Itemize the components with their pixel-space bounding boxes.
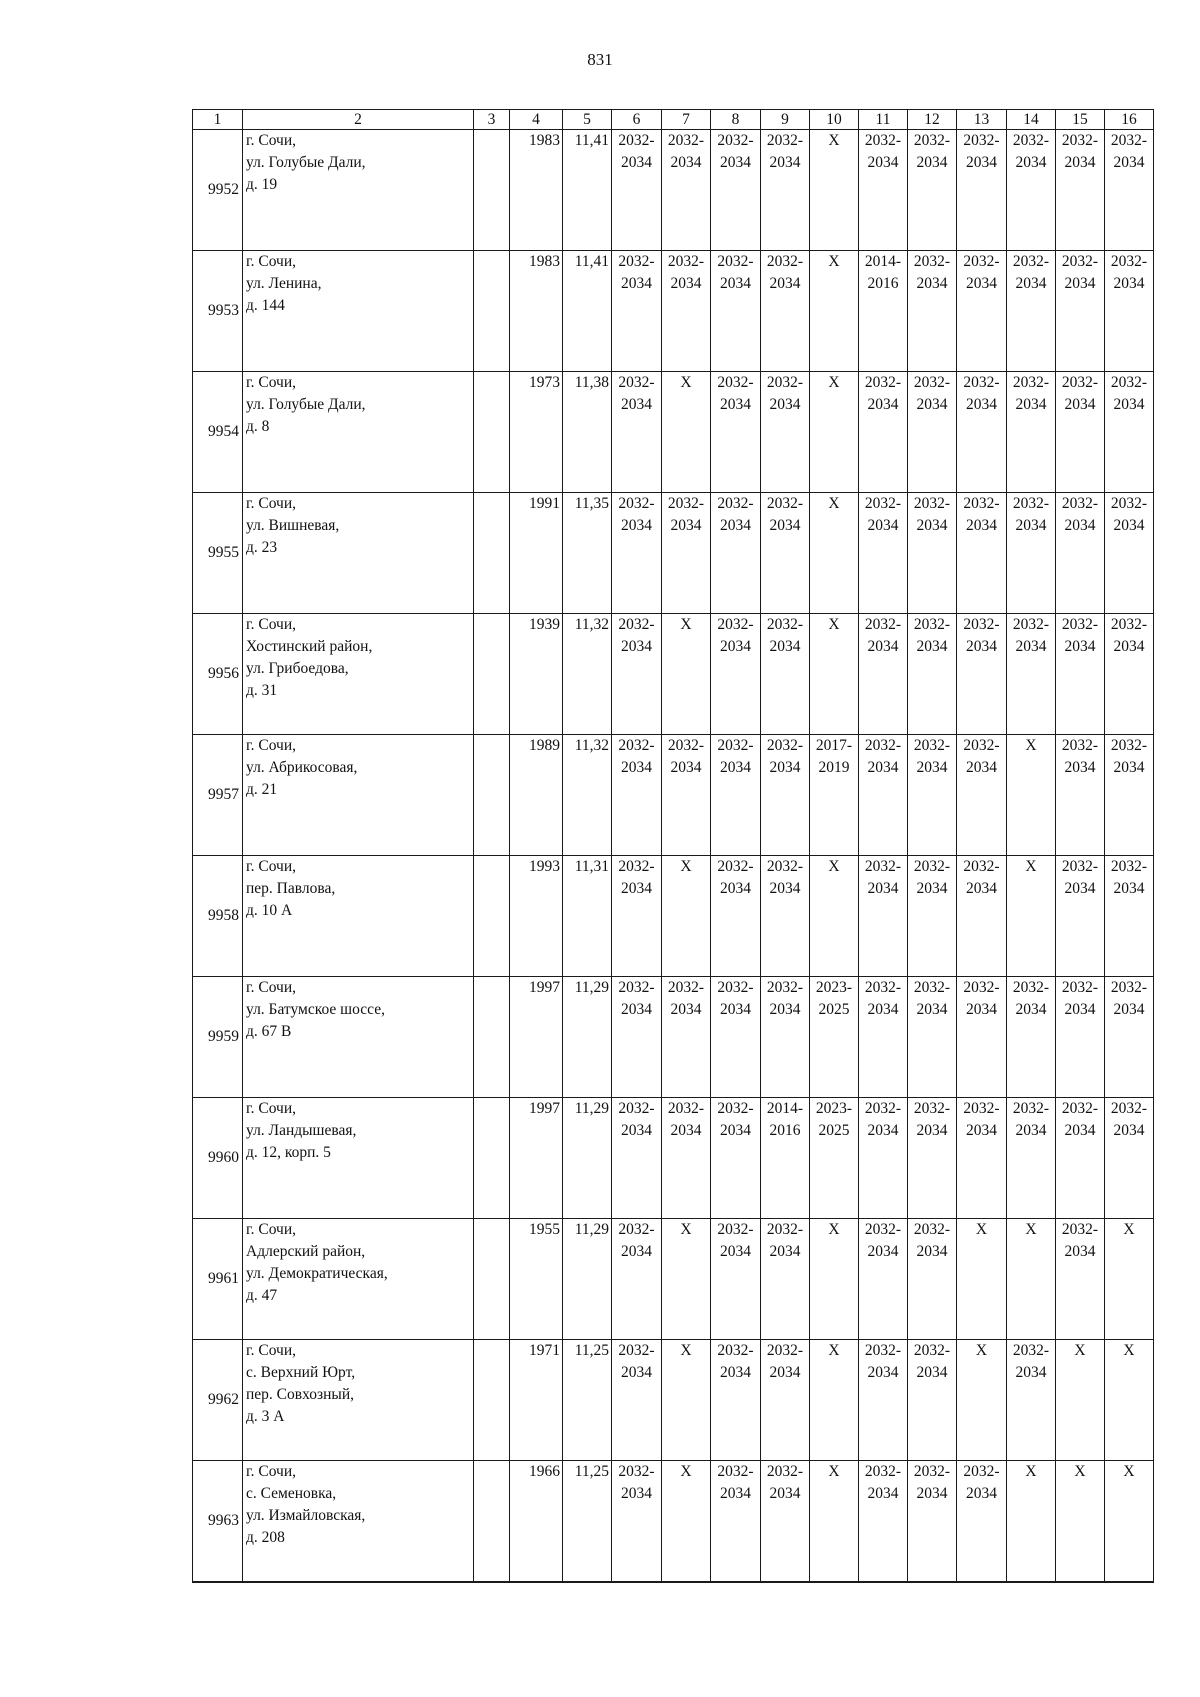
period-cell: Х — [810, 493, 859, 614]
period-cell: Х — [662, 1219, 711, 1340]
period-cell: 2032- 2034 — [761, 130, 810, 251]
period-cell: 2032- 2034 — [957, 493, 1007, 614]
address-line: д. 21 — [246, 781, 278, 798]
record-number-cell: 9955 — [193, 493, 243, 614]
period-cell: 2032- 2034 — [908, 251, 957, 372]
period-cell: 2032- 2034 — [761, 493, 810, 614]
period-cell: 2014- 2016 — [761, 1098, 810, 1219]
table-row — [193, 1219, 1154, 1340]
table-row — [193, 977, 1154, 1098]
column-number-header: 2 — [243, 110, 474, 130]
period-cell: Х — [1007, 1461, 1056, 1582]
address-line: ул. Голубые Дали, — [246, 154, 366, 171]
period-cell: 2032- 2034 — [1056, 614, 1105, 735]
period-cell: 2014- 2016 — [859, 251, 908, 372]
period-cell: 2032- 2034 — [1056, 735, 1105, 856]
period-cell: 2032- 2034 — [612, 1098, 662, 1219]
period-cell: 2032- 2034 — [711, 1340, 761, 1461]
address-cell — [243, 493, 474, 614]
period-cell: 2032- 2034 — [1105, 1098, 1154, 1219]
column-number-header: 11 — [859, 110, 908, 130]
period-cell: 2032- 2034 — [859, 977, 908, 1098]
column-number-header: 16 — [1105, 110, 1154, 130]
period-cell: 2032- 2034 — [1007, 977, 1056, 1098]
period-cell: 2032- 2034 — [1056, 372, 1105, 493]
period-cell: 2032- 2034 — [908, 372, 957, 493]
period-cell: 2032- 2034 — [957, 977, 1007, 1098]
address-cell — [243, 251, 474, 372]
period-cell: 2032- 2034 — [1056, 977, 1105, 1098]
empty-cell — [474, 251, 510, 372]
column-number-header: 3 — [474, 110, 510, 130]
year-cell: 1993 — [510, 856, 563, 977]
period-cell: 2032- 2034 — [1007, 1340, 1056, 1461]
empty-cell — [474, 735, 510, 856]
year-cell: 1955 — [510, 1219, 563, 1340]
record-number-cell: 9956 — [193, 614, 243, 735]
period-cell: Х — [662, 372, 711, 493]
address-line: д. 3 А — [246, 1408, 285, 1425]
period-cell: 2032- 2034 — [908, 1340, 957, 1461]
record-number-cell: 9954 — [193, 372, 243, 493]
address-line: г. Сочи, — [246, 495, 297, 512]
period-cell: 2032- 2034 — [859, 1340, 908, 1461]
period-cell: 2032- 2034 — [957, 130, 1007, 251]
empty-cell — [474, 372, 510, 493]
period-cell: Х — [1007, 735, 1056, 856]
period-cell: 2032- 2034 — [859, 493, 908, 614]
year-cell: 1991 — [510, 493, 563, 614]
period-cell: 2032- 2034 — [859, 1098, 908, 1219]
period-cell: Х — [957, 1219, 1007, 1340]
year-cell: 1939 — [510, 614, 563, 735]
period-cell: 2032- 2034 — [908, 1461, 957, 1582]
empty-cell — [474, 977, 510, 1098]
record-number-cell: 9962 — [193, 1340, 243, 1461]
period-cell: 2032- 2034 — [1007, 493, 1056, 614]
address-line: д. 23 — [246, 539, 278, 556]
period-cell: 2032- 2034 — [908, 1219, 957, 1340]
period-cell: 2032- 2034 — [711, 1219, 761, 1340]
period-cell: 2032- 2034 — [859, 130, 908, 251]
column-number-header: 4 — [510, 110, 563, 130]
period-cell: 2032- 2034 — [1007, 372, 1056, 493]
period-cell: 2032- 2034 — [662, 1098, 711, 1219]
address-line: г. Сочи, — [246, 979, 297, 996]
column-number-header: 8 — [711, 110, 761, 130]
period-cell: 2032- 2034 — [957, 614, 1007, 735]
value-cell: 11,38 — [563, 372, 612, 493]
period-cell: 2032- 2034 — [662, 251, 711, 372]
empty-cell — [474, 493, 510, 614]
address-line: Адлерский район, — [246, 1243, 366, 1260]
period-cell: 2032- 2034 — [711, 614, 761, 735]
table-row — [193, 1098, 1154, 1219]
period-cell: Х — [810, 251, 859, 372]
address-line: г. Сочи, — [246, 1463, 297, 1480]
address-cell — [243, 1219, 474, 1340]
period-cell: 2032- 2034 — [711, 493, 761, 614]
period-cell: 2032- 2034 — [761, 1461, 810, 1582]
record-number-cell: 9958 — [193, 856, 243, 977]
address-line: пер. Совхозный, — [246, 1386, 354, 1403]
address-line: г. Сочи, — [246, 374, 297, 391]
address-line: д. 12, корп. 5 — [246, 1144, 331, 1161]
address-line: ул. Грибоедова, — [246, 660, 349, 677]
column-number-header: 9 — [761, 110, 810, 130]
year-cell: 1989 — [510, 735, 563, 856]
period-cell: 2032- 2034 — [761, 614, 810, 735]
record-number-cell: 9952 — [193, 130, 243, 251]
period-cell: 2032- 2034 — [662, 493, 711, 614]
period-cell: 2032- 2034 — [1105, 251, 1154, 372]
period-cell: 2032- 2034 — [711, 1098, 761, 1219]
period-cell: 2032- 2034 — [1007, 251, 1056, 372]
column-number-header: 13 — [957, 110, 1007, 130]
year-cell: 1973 — [510, 372, 563, 493]
record-number-cell: 9961 — [193, 1219, 243, 1340]
address-line: г. Сочи, — [246, 132, 297, 149]
period-cell: 2032- 2034 — [761, 372, 810, 493]
address-line: с. Семеновка, — [246, 1485, 337, 1502]
address-line: г. Сочи, — [246, 616, 297, 633]
period-cell: 2032- 2034 — [711, 372, 761, 493]
period-cell: 2032- 2034 — [908, 977, 957, 1098]
period-cell: 2032- 2034 — [711, 856, 761, 977]
year-cell: 1966 — [510, 1461, 563, 1582]
address-line: ул. Голубые Дали, — [246, 396, 366, 413]
address-line: г. Сочи, — [246, 737, 297, 754]
year-cell: 1983 — [510, 130, 563, 251]
period-cell: 2032- 2034 — [612, 372, 662, 493]
period-cell: 2032- 2034 — [1105, 130, 1154, 251]
table-row — [193, 614, 1154, 735]
period-cell: 2032- 2034 — [612, 856, 662, 977]
value-cell: 11,31 — [563, 856, 612, 977]
value-cell: 11,29 — [563, 1219, 612, 1340]
period-cell: 2032- 2034 — [761, 735, 810, 856]
period-cell: Х — [810, 1340, 859, 1461]
address-line: д. 10 А — [246, 902, 293, 919]
period-cell: 2032- 2034 — [1056, 856, 1105, 977]
record-number-cell: 9959 — [193, 977, 243, 1098]
period-cell: 2032- 2034 — [1056, 130, 1105, 251]
address-line: ул. Вишневая, — [246, 517, 340, 534]
address-line: ул. Абрикосовая, — [246, 759, 358, 776]
record-number-cell: 9957 — [193, 735, 243, 856]
period-cell: 2032- 2034 — [761, 1219, 810, 1340]
value-cell: 11,41 — [563, 251, 612, 372]
address-line: Хостинский район, — [246, 638, 373, 655]
period-cell: Х — [1056, 1461, 1105, 1582]
period-cell: 2032- 2034 — [711, 1461, 761, 1582]
period-cell: Х — [1105, 1340, 1154, 1461]
address-line: ул. Ландышевая, — [246, 1122, 357, 1139]
year-cell: 1997 — [510, 977, 563, 1098]
period-cell: 2032- 2034 — [612, 614, 662, 735]
empty-cell — [474, 1098, 510, 1219]
table-row — [193, 735, 1154, 856]
table-row — [193, 1461, 1154, 1582]
period-cell: 2032- 2034 — [859, 856, 908, 977]
period-cell: 2032- 2034 — [957, 251, 1007, 372]
period-cell: 2032- 2034 — [662, 130, 711, 251]
period-cell: 2032- 2034 — [908, 614, 957, 735]
period-cell: 2032- 2034 — [1105, 372, 1154, 493]
address-line: ул. Ленина, — [246, 275, 322, 292]
address-cell — [243, 977, 474, 1098]
period-cell: 2032- 2034 — [957, 1098, 1007, 1219]
column-number-header: 15 — [1056, 110, 1105, 130]
period-cell: 2032- 2034 — [612, 977, 662, 1098]
period-cell: 2032- 2034 — [1056, 493, 1105, 614]
period-cell: 2032- 2034 — [1105, 614, 1154, 735]
period-cell: 2017- 2019 — [810, 735, 859, 856]
period-cell: Х — [662, 1340, 711, 1461]
period-cell: Х — [1105, 1461, 1154, 1582]
empty-cell — [474, 614, 510, 735]
period-cell: 2032- 2034 — [957, 856, 1007, 977]
column-number-header: 7 — [662, 110, 711, 130]
address-line: г. Сочи, — [246, 1342, 297, 1359]
period-cell: 2032- 2034 — [957, 1461, 1007, 1582]
column-number-header: 12 — [908, 110, 957, 130]
value-cell: 11,29 — [563, 977, 612, 1098]
table-row — [193, 130, 1154, 251]
address-line: д. 208 — [246, 1529, 285, 1546]
period-cell: Х — [810, 372, 859, 493]
address-line: д. 144 — [246, 297, 285, 314]
column-number-header: 1 — [193, 110, 243, 130]
period-cell: 2032- 2034 — [1105, 977, 1154, 1098]
period-cell: 2032- 2034 — [662, 735, 711, 856]
address-cell — [243, 856, 474, 977]
column-number-header: 5 — [563, 110, 612, 130]
value-cell: 11,25 — [563, 1461, 612, 1582]
period-cell: 2032- 2034 — [908, 735, 957, 856]
period-cell: Х — [810, 1219, 859, 1340]
period-cell: 2032- 2034 — [859, 1219, 908, 1340]
period-cell: 2032- 2034 — [859, 614, 908, 735]
period-cell: Х — [810, 614, 859, 735]
address-cell — [243, 130, 474, 251]
period-cell: 2032- 2034 — [662, 977, 711, 1098]
address-line: г. Сочи, — [246, 858, 297, 875]
period-cell: 2032- 2034 — [711, 130, 761, 251]
period-cell: Х — [1007, 1219, 1056, 1340]
address-line: г. Сочи, — [246, 1100, 297, 1117]
address-line: ул. Батумское шоссе, — [246, 1001, 385, 1018]
year-cell: 1997 — [510, 1098, 563, 1219]
period-cell: 2032- 2034 — [761, 977, 810, 1098]
address-line: д. 19 — [246, 176, 278, 193]
period-cell: 2023- 2025 — [810, 977, 859, 1098]
period-cell: 2032- 2034 — [957, 372, 1007, 493]
period-cell: 2032- 2034 — [908, 130, 957, 251]
value-cell: 11,32 — [563, 614, 612, 735]
period-cell: 2032- 2034 — [1056, 251, 1105, 372]
period-cell: 2032- 2034 — [859, 1461, 908, 1582]
value-cell: 11,25 — [563, 1340, 612, 1461]
period-cell: 2032- 2034 — [612, 251, 662, 372]
address-cell — [243, 1461, 474, 1582]
period-cell: Х — [1056, 1340, 1105, 1461]
empty-cell — [474, 1461, 510, 1582]
period-cell: Х — [1105, 1219, 1154, 1340]
period-cell: 2032- 2034 — [908, 856, 957, 977]
period-cell: Х — [810, 130, 859, 251]
address-line: ул. Измайловская, — [246, 1507, 366, 1524]
table-row — [193, 372, 1154, 493]
address-line: д. 67 В — [246, 1023, 292, 1040]
empty-cell — [474, 1340, 510, 1461]
column-number-row — [193, 110, 1154, 130]
period-cell: Х — [1007, 856, 1056, 977]
period-cell: 2032- 2034 — [1105, 735, 1154, 856]
register-table — [192, 109, 1154, 1583]
address-line: г. Сочи, — [246, 1221, 297, 1238]
year-cell: 1983 — [510, 251, 563, 372]
value-cell: 11,41 — [563, 130, 612, 251]
period-cell: 2032- 2034 — [761, 251, 810, 372]
period-cell: 2032- 2034 — [711, 977, 761, 1098]
empty-cell — [474, 856, 510, 977]
address-cell — [243, 735, 474, 856]
column-number-header: 10 — [810, 110, 859, 130]
period-cell: 2032- 2034 — [1007, 614, 1056, 735]
period-cell: Х — [957, 1340, 1007, 1461]
page-number: 831 — [587, 50, 613, 69]
address-line: г. Сочи, — [246, 253, 297, 270]
period-cell: Х — [662, 1461, 711, 1582]
period-cell: 2032- 2034 — [612, 1340, 662, 1461]
table-row — [193, 856, 1154, 977]
table-row — [193, 1340, 1154, 1461]
record-number-cell: 9953 — [193, 251, 243, 372]
record-number-cell: 9963 — [193, 1461, 243, 1582]
period-cell: 2032- 2034 — [1007, 1098, 1056, 1219]
period-cell: Х — [662, 856, 711, 977]
value-cell: 11,32 — [563, 735, 612, 856]
period-cell: Х — [662, 614, 711, 735]
address-line: с. Верхний Юрт, — [246, 1364, 356, 1381]
period-cell: 2032- 2034 — [612, 1461, 662, 1582]
period-cell: 2032- 2034 — [859, 735, 908, 856]
table-row — [193, 493, 1154, 614]
period-cell: Х — [810, 1461, 859, 1582]
address-cell — [243, 614, 474, 735]
period-cell: 2032- 2034 — [761, 856, 810, 977]
period-cell: 2032- 2034 — [711, 735, 761, 856]
empty-cell — [474, 1219, 510, 1340]
address-line: д. 8 — [246, 418, 270, 435]
address-cell — [243, 1340, 474, 1461]
period-cell: 2032- 2034 — [711, 251, 761, 372]
period-cell: 2032- 2034 — [612, 130, 662, 251]
period-cell: 2032- 2034 — [761, 1340, 810, 1461]
address-cell — [243, 372, 474, 493]
empty-cell — [474, 130, 510, 251]
period-cell: Х — [810, 856, 859, 977]
period-cell: 2032- 2034 — [612, 493, 662, 614]
period-cell: 2032- 2034 — [1056, 1219, 1105, 1340]
address-line: д. 47 — [246, 1287, 278, 1304]
column-number-header: 6 — [612, 110, 662, 130]
period-cell: 2032- 2034 — [908, 493, 957, 614]
column-number-header: 14 — [1007, 110, 1056, 130]
period-cell: 2032- 2034 — [908, 1098, 957, 1219]
period-cell: 2032- 2034 — [1056, 1098, 1105, 1219]
period-cell: 2023- 2025 — [810, 1098, 859, 1219]
period-cell: 2032- 2034 — [612, 735, 662, 856]
address-cell — [243, 1098, 474, 1219]
period-cell: 2032- 2034 — [957, 735, 1007, 856]
address-line: ул. Демократическая, — [246, 1265, 388, 1282]
period-cell: 2032- 2034 — [612, 1219, 662, 1340]
value-cell: 11,29 — [563, 1098, 612, 1219]
period-cell: 2032- 2034 — [1105, 493, 1154, 614]
period-cell: 2032- 2034 — [1105, 856, 1154, 977]
period-cell: 2032- 2034 — [859, 372, 908, 493]
year-cell: 1971 — [510, 1340, 563, 1461]
address-line: пер. Павлова, — [246, 880, 336, 897]
address-line: д. 31 — [246, 682, 278, 699]
table-row — [193, 251, 1154, 372]
record-number-cell: 9960 — [193, 1098, 243, 1219]
value-cell: 11,35 — [563, 493, 612, 614]
period-cell: 2032- 2034 — [1007, 130, 1056, 251]
